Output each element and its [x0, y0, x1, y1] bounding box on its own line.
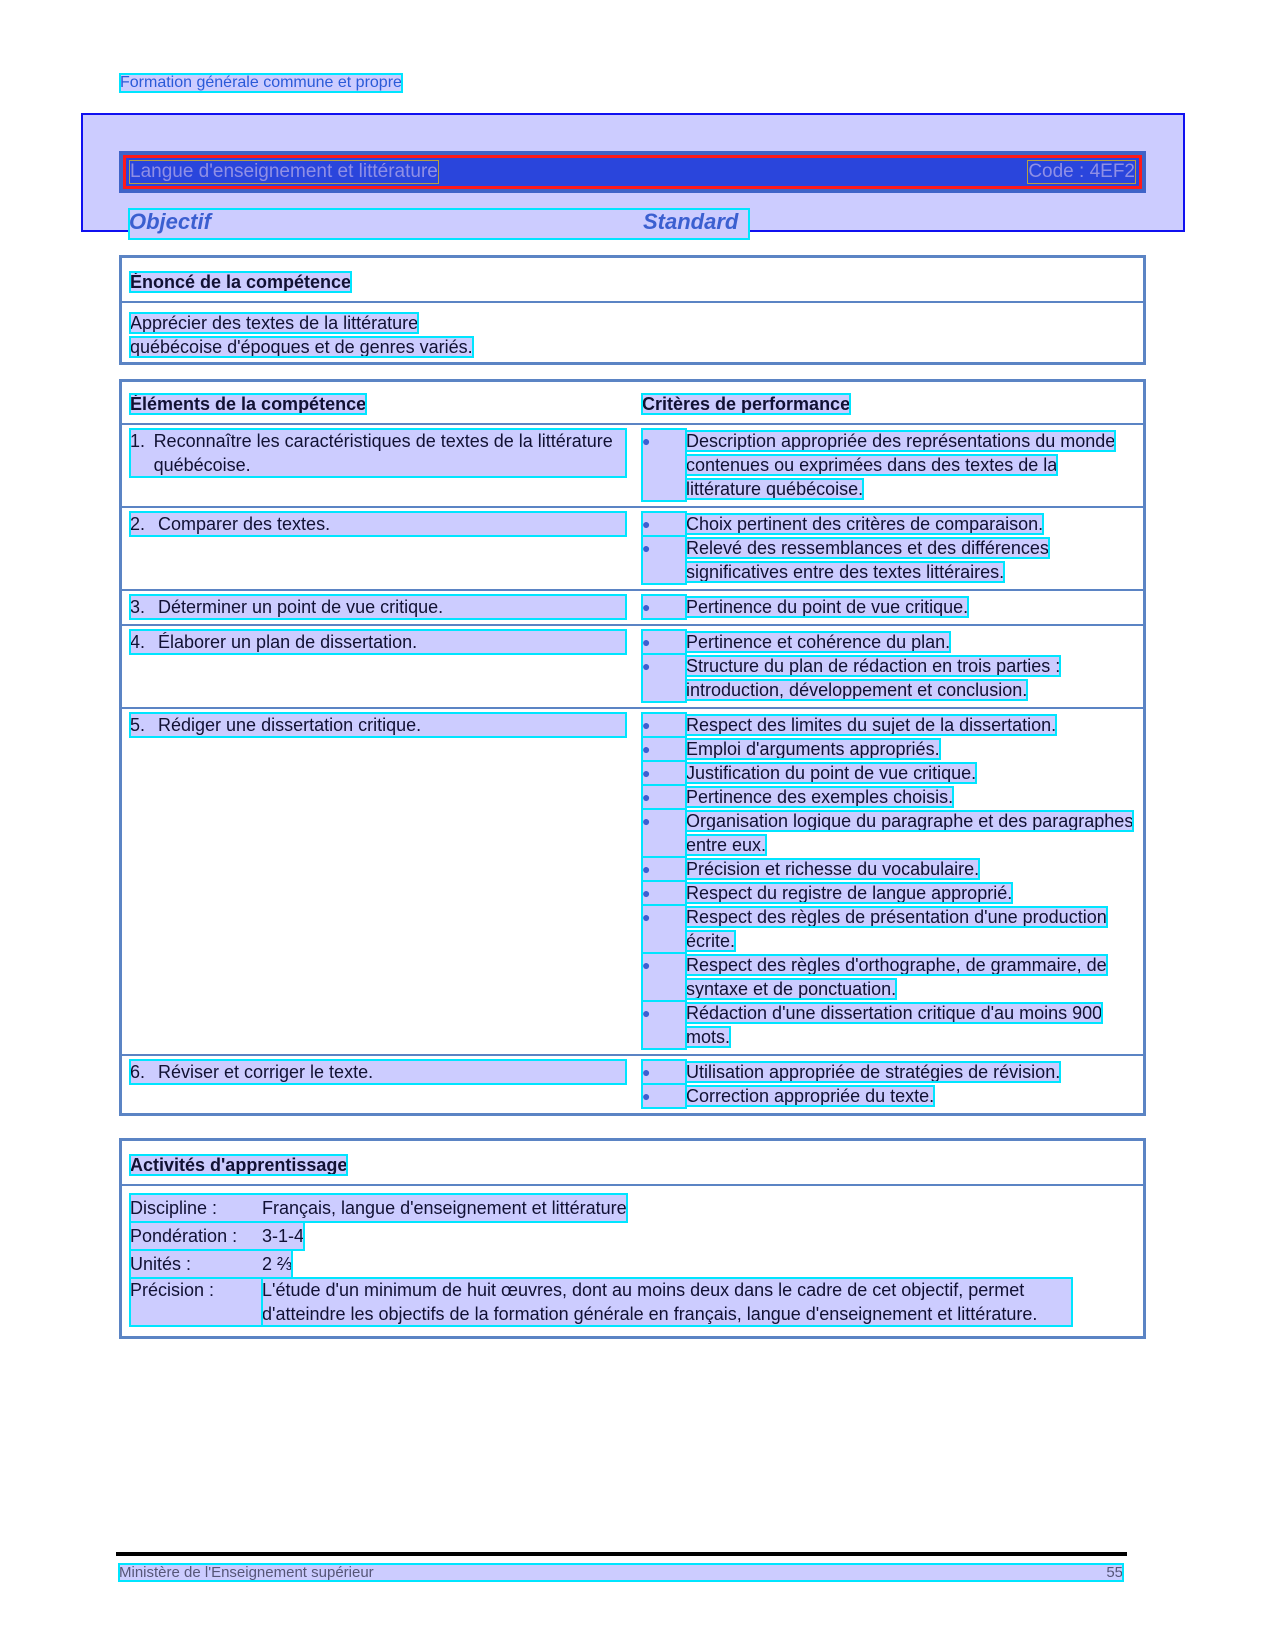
bullet-icon: ●	[642, 630, 686, 654]
title-bar	[119, 151, 1146, 193]
criterion	[642, 905, 1135, 953]
criteria-cell	[634, 590, 1143, 625]
criterion	[642, 429, 1135, 501]
bullet-icon: ●	[642, 809, 686, 857]
elements-box	[119, 379, 1146, 1116]
running-header: Formation générale commune et propre	[120, 74, 402, 91]
bullet-icon: ●	[642, 1084, 686, 1108]
ponderation-value: 3-1-4	[262, 1226, 305, 1246]
competence-row	[122, 590, 1143, 625]
precision-row	[130, 1278, 1135, 1326]
competence-row	[122, 708, 1143, 1055]
footer	[119, 1564, 1123, 1581]
standard-label: Standard	[643, 209, 739, 234]
criterion	[642, 1060, 1135, 1084]
enonce-line: Apprécier des textes de la littérature	[130, 313, 419, 333]
objectif-label: Objectif	[129, 209, 211, 234]
criterion-text: Respect des limites du sujet de la dissertation.	[686, 715, 1057, 735]
competence-row	[122, 507, 1143, 590]
criterion-text: Précision et richesse du vocabulaire.	[686, 859, 980, 879]
element-number: 4.	[130, 632, 146, 652]
criterion-text: Utilisation appropriée de stratégies de révision.	[686, 1062, 1061, 1082]
element-cell	[122, 424, 634, 507]
elements-heading: Éléments de la compétence	[130, 394, 367, 414]
element-cell	[122, 590, 634, 625]
criterion-text: Organisation logique du paragraphe et des paragraphes entre eux.	[686, 811, 1134, 855]
criterion	[642, 953, 1135, 1001]
criteria-cell	[634, 424, 1143, 507]
element-number: 1.	[130, 431, 146, 451]
enonce-heading: Énoncé de la compétence	[130, 272, 352, 292]
bullet-icon: ●	[642, 512, 686, 536]
criterion	[642, 1084, 1135, 1108]
bullet-icon: ●	[642, 881, 686, 905]
element-number: 5.	[130, 715, 146, 735]
element-text: Réviser et corriger le texte.	[158, 1062, 374, 1082]
criterion-text: Choix pertinent des critères de comparaison.	[686, 514, 1044, 534]
criterion	[642, 536, 1135, 584]
element-number: 3.	[130, 597, 146, 617]
course-title: Langue d'enseignement et littérature	[130, 161, 438, 182]
criterion-text: Correction appropriée du texte.	[686, 1086, 935, 1106]
activites-box	[119, 1138, 1146, 1339]
unites-label: Unités :	[130, 1254, 192, 1274]
bullet-icon: ●	[642, 713, 686, 737]
course-code: Code : 4EF2	[1028, 161, 1135, 182]
element-text: Comparer des textes.	[158, 514, 331, 534]
page-number: 55	[1106, 1564, 1123, 1581]
criterion	[642, 881, 1135, 905]
bullet-icon: ●	[642, 595, 686, 619]
bullet-icon: ●	[642, 737, 686, 761]
criterion-text: Rédaction d'une dissertation critique d'au moins 900 mots.	[686, 1003, 1103, 1047]
subheads	[129, 209, 749, 239]
criterion-text: Relevé des ressemblances et des différences significatives entre des textes littéraires.	[686, 538, 1049, 582]
unites-value: 2 ⅔	[262, 1254, 293, 1274]
competence-row	[122, 424, 1143, 507]
bullet-icon: ●	[642, 654, 686, 702]
criterion-text: Respect des règles d'orthographe, de grammaire, de syntaxe et de ponctuation.	[686, 955, 1107, 999]
bullet-icon: ●	[642, 857, 686, 881]
elements-table	[122, 382, 1143, 1113]
element-cell	[122, 1055, 634, 1113]
criterion-text: Pertinence et cohérence du plan.	[686, 632, 951, 652]
ponderation-label: Pondération :	[130, 1226, 238, 1246]
element-cell	[122, 625, 634, 708]
criterion-text: Emploi d'arguments appropriés.	[686, 739, 940, 759]
criteria-heading: Critères de performance	[642, 394, 851, 414]
criterion	[642, 654, 1135, 702]
bullet-icon: ●	[642, 905, 686, 953]
criterion	[642, 737, 1135, 761]
criterion-text: Structure du plan de rédaction en trois parties : introduction, développement et conclusion.	[686, 656, 1061, 700]
unites-row	[130, 1250, 292, 1278]
criterion	[642, 761, 1135, 785]
activites-heading: Activités d'apprentissage	[130, 1155, 348, 1175]
element-number: 2.	[130, 514, 146, 534]
criteria-cell	[634, 507, 1143, 590]
competence-row	[122, 1055, 1143, 1113]
enonce-box	[119, 255, 1146, 365]
precision-value: L'étude d'un minimum de huit œuvres, dont au moins deux dans le cadre de cet objectif, permet d'atteindre les objectifs de la formation générale en français, langue d'enseignement et littérature.	[262, 1278, 1072, 1326]
bullet-icon: ●	[642, 429, 686, 501]
element-text: Reconnaître les caractéristiques de textes de la littérature québécoise.	[153, 431, 613, 475]
bullet-icon: ●	[642, 953, 686, 1001]
criterion	[642, 713, 1135, 737]
element-cell	[122, 708, 634, 1055]
precision-label: Précision :	[130, 1278, 262, 1326]
bullet-icon: ●	[642, 761, 686, 785]
criterion	[642, 1001, 1135, 1049]
discipline-label: Discipline :	[130, 1198, 218, 1218]
bullet-icon: ●	[642, 1001, 686, 1049]
criterion-text: Pertinence des exemples choisis.	[686, 787, 954, 807]
criterion	[642, 630, 1135, 654]
discipline-value: Français, langue d'enseignement et littérature	[262, 1198, 627, 1218]
criterion-text: Respect des règles de présentation d'une production écrite.	[686, 907, 1107, 951]
element-text: Rédiger une dissertation critique.	[158, 715, 422, 735]
bullet-icon: ●	[642, 536, 686, 584]
element-text: Déterminer un point de vue critique.	[158, 597, 444, 617]
criterion	[642, 512, 1135, 536]
ponderation-row	[130, 1222, 304, 1250]
element-text: Élaborer un plan de dissertation.	[158, 632, 418, 652]
bullet-icon: ●	[642, 785, 686, 809]
criteria-cell	[634, 625, 1143, 708]
criterion-text: Description appropriée des représentations du monde contenues ou exprimées dans des textes de la littérature québécoise.	[686, 431, 1116, 499]
element-cell	[122, 507, 634, 590]
competence-row	[122, 625, 1143, 708]
criterion	[642, 857, 1135, 881]
criterion-text: Justification du point de vue critique.	[686, 763, 977, 783]
enonce-line: québécoise d'époques et de genres variés.	[130, 337, 473, 357]
criteria-cell	[634, 1055, 1143, 1113]
bullet-icon: ●	[642, 1060, 686, 1084]
criterion-text: Pertinence du point de vue critique.	[686, 597, 969, 617]
element-number: 6.	[130, 1062, 146, 1082]
criterion-text: Respect du registre de langue approprié.	[686, 883, 1013, 903]
criteria-cell	[634, 708, 1143, 1055]
criterion	[642, 785, 1135, 809]
criterion	[642, 809, 1135, 857]
criterion	[642, 595, 1135, 619]
footer-rule	[116, 1552, 1127, 1556]
discipline-row	[130, 1194, 627, 1222]
footer-ministry: Ministère de l'Enseignement supérieur	[119, 1564, 374, 1581]
